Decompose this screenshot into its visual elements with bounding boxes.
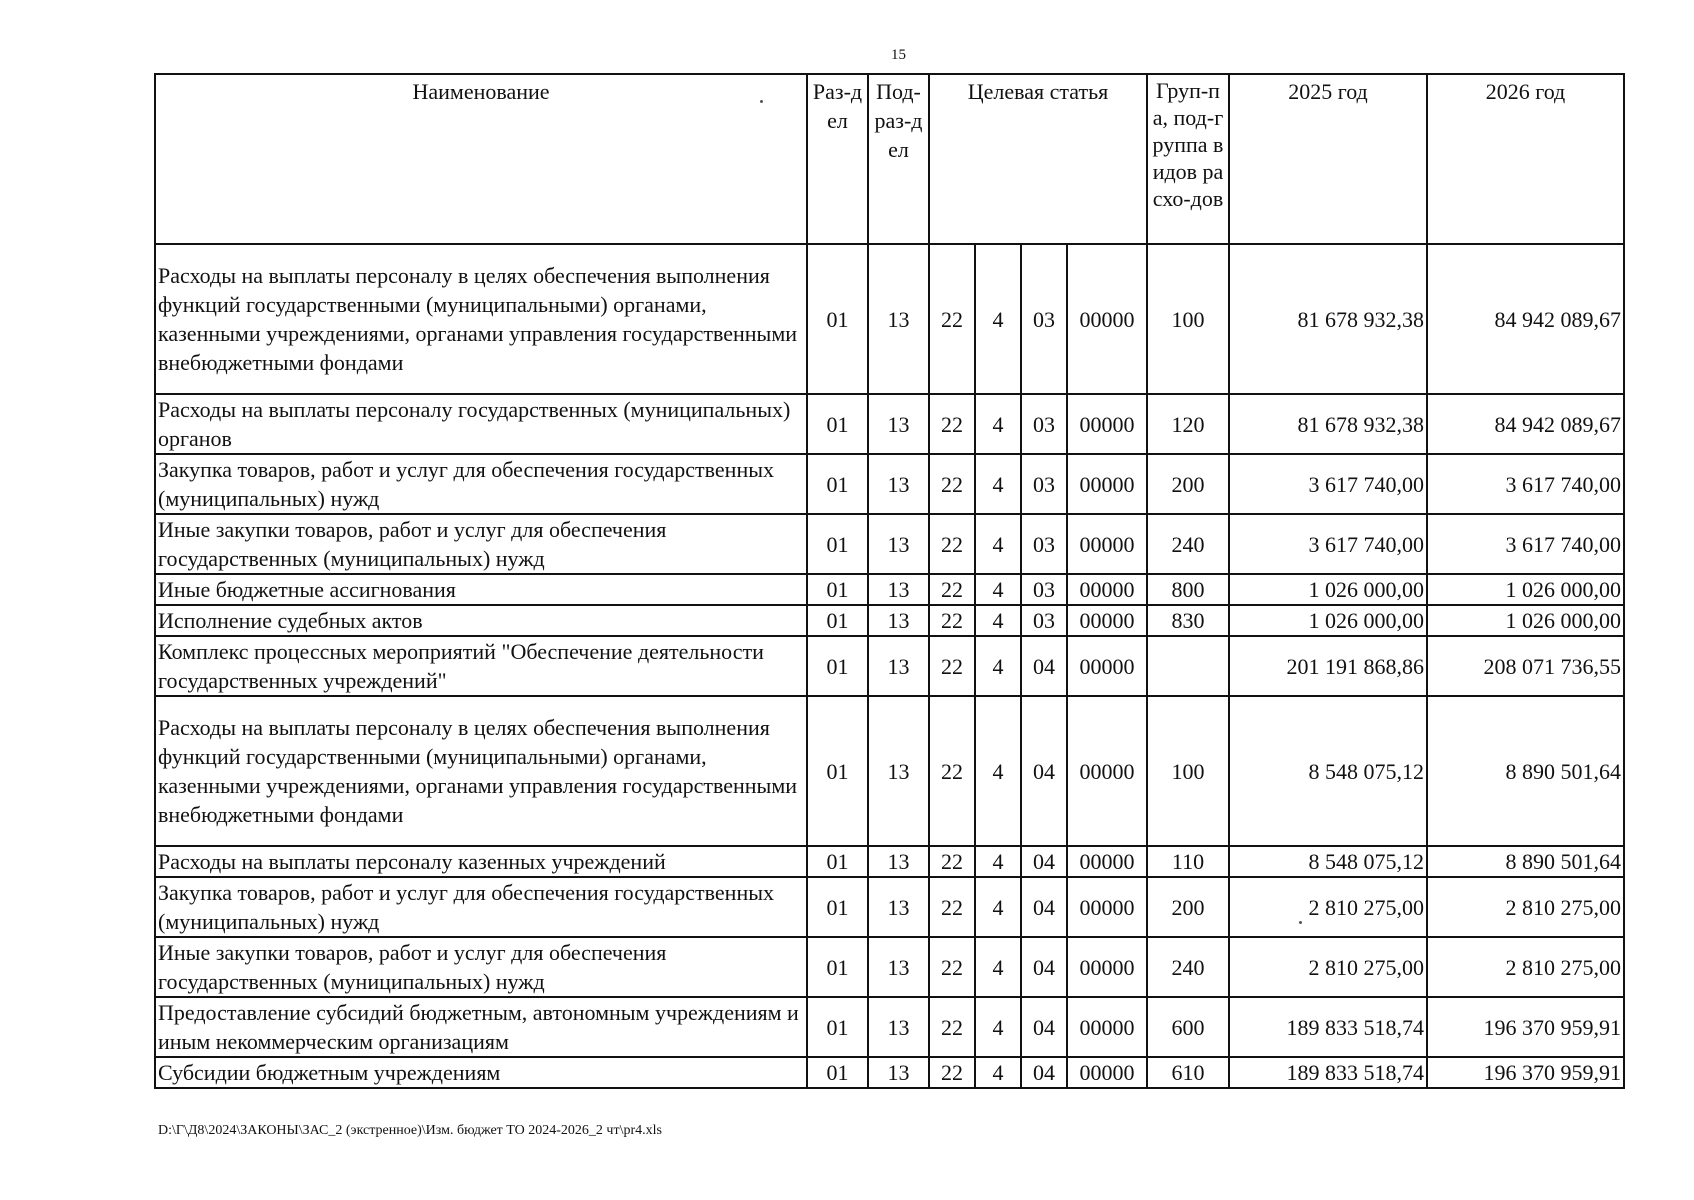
table-row: [155, 244, 1624, 394]
cell-target-type: 4: [975, 696, 1021, 846]
cell-expense-group: 610: [1147, 1057, 1229, 1088]
cell-target-complex: 04: [1021, 937, 1067, 997]
cell-target-complex: 04: [1021, 846, 1067, 877]
cell-section: 01: [807, 605, 868, 636]
cell-section: 01: [807, 696, 868, 846]
page-number-text: 15: [891, 47, 906, 63]
header-section-text: Раз-дел: [812, 79, 863, 133]
cell-target-direction: 00000: [1067, 394, 1147, 454]
cell-name: Расходы на выплаты персоналу в целях обеспечения выполнения функций государственными (муниципальными) органами, казенными учреждениями, органами управления государственными внебюджетными фондами: [155, 696, 807, 846]
cell-subsection: 13: [868, 1057, 929, 1088]
table-row: [155, 997, 1624, 1057]
cell-target-direction: 00000: [1067, 696, 1147, 846]
cell-expense-group: 200: [1147, 877, 1229, 937]
cell-target-program: 22: [929, 394, 975, 454]
header-year-2026: 2026 год: [1427, 74, 1624, 244]
cell-subsection: 13: [868, 394, 929, 454]
cell-target-direction: 00000: [1067, 877, 1147, 937]
cell-target-complex: 03: [1021, 605, 1067, 636]
header-name: Наименование: [155, 74, 807, 244]
cell-name: Расходы на выплаты персоналу казенных учреждений: [155, 846, 807, 877]
cell-target-program: 22: [929, 636, 975, 696]
table-row: [155, 574, 1624, 605]
cell-subsection: 13: [868, 514, 929, 574]
header-section: [807, 74, 868, 244]
cell-target-type: 4: [975, 574, 1021, 605]
cell-target-program: 22: [929, 877, 975, 937]
table-row: [155, 514, 1624, 574]
cell-target-complex: 03: [1021, 574, 1067, 605]
cell-amount-2025: 189 833 518,74: [1229, 997, 1427, 1057]
cell-target-direction: 00000: [1067, 454, 1147, 514]
cell-subsection: 13: [868, 877, 929, 937]
header-expense-group-text: Груп-па, под-группа видов расхо-дов: [1152, 78, 1224, 211]
cell-target-complex: 04: [1021, 1057, 1067, 1088]
cell-subsection: 13: [868, 636, 929, 696]
cell-subsection: 13: [868, 574, 929, 605]
cell-name: Иные бюджетные ассигнования: [155, 574, 807, 605]
cell-target-direction: 00000: [1067, 514, 1147, 574]
cell-amount-2026: 196 370 959,91: [1427, 1057, 1624, 1088]
cell-target-type: 4: [975, 605, 1021, 636]
cell-target-complex: 04: [1021, 877, 1067, 937]
table-row: [155, 1057, 1624, 1088]
cell-expense-group: 100: [1147, 244, 1229, 394]
cell-target-type: 4: [975, 636, 1021, 696]
cell-target-program: 22: [929, 454, 975, 514]
table-row: [155, 937, 1624, 997]
cell-target-type: 4: [975, 514, 1021, 574]
cell-section: 01: [807, 454, 868, 514]
cell-amount-2026: 2 810 275,00: [1427, 877, 1624, 937]
cell-name: Расходы на выплаты персоналу в целях обеспечения выполнения функций государственными (муниципальными) органами, казенными учреждениями, органами управления государственными внебюджетными фондами: [155, 244, 807, 394]
header-year-2025: 2025 год: [1229, 74, 1427, 244]
cell-target-direction: 00000: [1067, 846, 1147, 877]
cell-section: 01: [807, 244, 868, 394]
cell-target-type: 4: [975, 997, 1021, 1057]
cell-target-complex: 04: [1021, 997, 1067, 1057]
cell-amount-2025: 8 548 075,12: [1229, 696, 1427, 846]
cell-target-program: 22: [929, 514, 975, 574]
cell-section: 01: [807, 636, 868, 696]
cell-name: Предоставление субсидий бюджетным, автономным учреждениям и иным некоммерческим организациям: [155, 997, 807, 1057]
cell-expense-group: 100: [1147, 696, 1229, 846]
cell-name: Закупка товаров, работ и услуг для обеспечения государственных (муниципальных) нужд: [155, 877, 807, 937]
cell-target-type: 4: [975, 244, 1021, 394]
cell-subsection: 13: [868, 937, 929, 997]
cell-name: Иные закупки товаров, работ и услуг для обеспечения государственных (муниципальных) нужд: [155, 937, 807, 997]
cell-target-direction: 00000: [1067, 997, 1147, 1057]
table-row: [155, 636, 1624, 696]
cell-section: 01: [807, 394, 868, 454]
header-target-article: Целевая статья: [929, 74, 1147, 244]
cell-target-complex: 04: [1021, 636, 1067, 696]
table-body: [155, 244, 1624, 1088]
cell-amount-2025: 8 548 075,12: [1229, 846, 1427, 877]
cell-amount-2026: 8 890 501,64: [1427, 846, 1624, 877]
cell-section: 01: [807, 514, 868, 574]
cell-subsection: 13: [868, 244, 929, 394]
scan-speck: [1299, 921, 1302, 924]
cell-target-direction: 00000: [1067, 574, 1147, 605]
table-row: [155, 877, 1624, 937]
cell-name: Субсидии бюджетным учреждениям: [155, 1057, 807, 1088]
cell-target-complex: 03: [1021, 514, 1067, 574]
cell-subsection: 13: [868, 997, 929, 1057]
cell-target-direction: 00000: [1067, 937, 1147, 997]
cell-expense-group: 600: [1147, 997, 1229, 1057]
budget-table: [154, 73, 1625, 1089]
cell-target-program: 22: [929, 574, 975, 605]
cell-target-program: 22: [929, 846, 975, 877]
cell-amount-2026: 1 026 000,00: [1427, 605, 1624, 636]
header-subsection: [868, 74, 929, 244]
cell-section: 01: [807, 1057, 868, 1088]
cell-target-type: 4: [975, 937, 1021, 997]
scan-speck: [760, 100, 763, 103]
cell-expense-group: [1147, 636, 1229, 696]
cell-section: 01: [807, 846, 868, 877]
cell-target-complex: 03: [1021, 244, 1067, 394]
cell-target-direction: 00000: [1067, 1057, 1147, 1088]
cell-target-program: 22: [929, 937, 975, 997]
cell-amount-2025: 189 833 518,74: [1229, 1057, 1427, 1088]
cell-amount-2025: 3 617 740,00: [1229, 514, 1427, 574]
footer-file-path: D:\Г\Д8\2024\ЗАКОНЫ\ЗАС_2 (экстренное)\Изм. бюджет ТО 2024-2026_2 чт\pr4.xls: [158, 1123, 662, 1138]
cell-amount-2026: 1 026 000,00: [1427, 574, 1624, 605]
cell-target-complex: 03: [1021, 454, 1067, 514]
table-row: [155, 394, 1624, 454]
header-subsection-text: Под-раз-дел: [874, 79, 923, 162]
cell-target-type: 4: [975, 877, 1021, 937]
cell-subsection: 13: [868, 605, 929, 636]
cell-amount-2026: 208 071 736,55: [1427, 636, 1624, 696]
cell-amount-2025: 201 191 868,86: [1229, 636, 1427, 696]
cell-name: Закупка товаров, работ и услуг для обеспечения государственных (муниципальных) нужд: [155, 454, 807, 514]
table-row: [155, 605, 1624, 636]
cell-amount-2026: 84 942 089,67: [1427, 394, 1624, 454]
cell-name: Комплекс процессных мероприятий "Обеспечение деятельности государственных учреждений": [155, 636, 807, 696]
cell-target-type: 4: [975, 1057, 1021, 1088]
cell-section: 01: [807, 574, 868, 605]
cell-amount-2025: 81 678 932,38: [1229, 394, 1427, 454]
cell-target-program: 22: [929, 244, 975, 394]
cell-target-program: 22: [929, 1057, 975, 1088]
cell-amount-2026: 8 890 501,64: [1427, 696, 1624, 846]
cell-target-direction: 00000: [1067, 636, 1147, 696]
cell-name: Расходы на выплаты персоналу государственных (муниципальных) органов: [155, 394, 807, 454]
cell-expense-group: 830: [1147, 605, 1229, 636]
cell-target-type: 4: [975, 454, 1021, 514]
cell-amount-2026: 3 617 740,00: [1427, 454, 1624, 514]
cell-target-complex: 04: [1021, 696, 1067, 846]
cell-section: 01: [807, 937, 868, 997]
cell-name: Исполнение судебных актов: [155, 605, 807, 636]
cell-expense-group: 240: [1147, 514, 1229, 574]
cell-amount-2026: 2 810 275,00: [1427, 937, 1624, 997]
cell-expense-group: 200: [1147, 454, 1229, 514]
cell-expense-group: 110: [1147, 846, 1229, 877]
cell-name: Иные закупки товаров, работ и услуг для обеспечения государственных (муниципальных) нужд: [155, 514, 807, 574]
cell-amount-2026: 84 942 089,67: [1427, 244, 1624, 394]
cell-amount-2026: 3 617 740,00: [1427, 514, 1624, 574]
table-row: [155, 696, 1624, 846]
table-row: [155, 454, 1624, 514]
cell-section: 01: [807, 997, 868, 1057]
cell-amount-2025: 3 617 740,00: [1229, 454, 1427, 514]
cell-target-program: 22: [929, 605, 975, 636]
cell-expense-group: 240: [1147, 937, 1229, 997]
cell-target-complex: 03: [1021, 394, 1067, 454]
header-expense-group: [1147, 74, 1229, 244]
cell-subsection: 13: [868, 846, 929, 877]
table-header: [155, 74, 1624, 244]
cell-expense-group: 800: [1147, 574, 1229, 605]
cell-expense-group: 120: [1147, 394, 1229, 454]
cell-section: 01: [807, 877, 868, 937]
cell-target-program: 22: [929, 696, 975, 846]
cell-target-type: 4: [975, 846, 1021, 877]
cell-amount-2025: 2 810 275,00: [1229, 937, 1427, 997]
cell-target-direction: 00000: [1067, 244, 1147, 394]
cell-target-program: 22: [929, 997, 975, 1057]
cell-amount-2026: 196 370 959,91: [1427, 997, 1624, 1057]
table-row: [155, 846, 1624, 877]
cell-target-direction: 00000: [1067, 605, 1147, 636]
cell-amount-2025: 1 026 000,00: [1229, 605, 1427, 636]
cell-amount-2025: 1 026 000,00: [1229, 574, 1427, 605]
cell-subsection: 13: [868, 454, 929, 514]
cell-amount-2025: 2 810 275,00: [1229, 877, 1427, 937]
cell-target-type: 4: [975, 394, 1021, 454]
cell-subsection: 13: [868, 696, 929, 846]
cell-amount-2025: 81 678 932,38: [1229, 244, 1427, 394]
